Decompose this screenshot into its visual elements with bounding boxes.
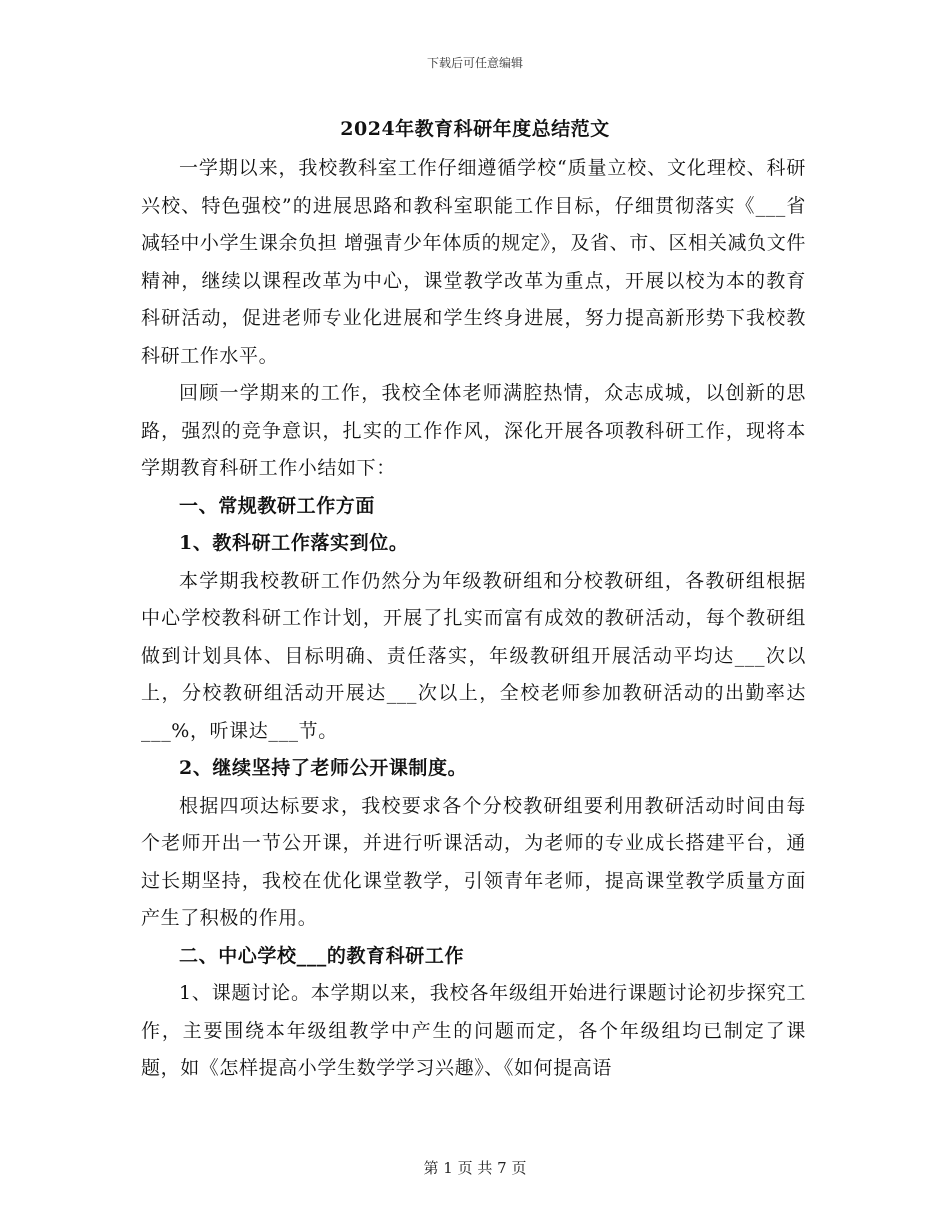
paragraph-review: 回顾一学期来的工作，我校全体老师满腔热情，众志成城，以创新的思路，强烈的竞争意识，扎实的工作作风，深化开展各项教科研工作，现将本学期教育科研工作小结如下：: [141, 382, 806, 479]
section-heading-routine-research: 一、常规教研工作方面: [179, 494, 376, 517]
paragraph-intro: 一学期以来，我校教科室工作仔细遵循学校“质量立校、文化理校、科研兴校、特色强校”的进展思路和教科室职能工作目标，仔细贯彻落实《___省减轻中小学生课余负担 增强青少年体质的规定》，及省、市、区相关减负文件精神，继续以课程改革为中心，课堂教学改革为重点，开展以校为本的教育科研活动，促进老师专业化进展和学生终身进展，努力提高新形势下我校教科研工作水平。: [141, 157, 806, 367]
page-number: 第 1 页 共 7 页: [423, 1159, 527, 1177]
section-heading-central-school: 二、中心学校___的教育科研工作: [179, 944, 465, 967]
subheading-open-class: 2、继续坚持了老师公开课制度。: [179, 757, 468, 779]
paragraph-research-groups: 本学期我校教研工作仍然分为年级教研组和分校教研组，各教研组根据中心学校教科研工作计划，开展了扎实而富有成效的教研活动，每个教研组做到计划具体、目标明确、责任落实，年级教研组开展活动平均达___次以上，分校教研组活动开展达___次以上，全校老师参加教研活动的出勤率达___%，听课达___节。: [141, 569, 806, 742]
paragraph-topic-discussion: 1、课题讨论。本学期以来，我校各年级组开始进行课题讨论初步探究工作，主要围绕本年级组教学中产生的问题而定，各个年级组均已制定了课题，如《怎样提高小学生数学学习兴趣》、《如何提高语: [141, 982, 806, 1079]
paragraph-open-class: 根据四项达标要求，我校要求各个分校教研组要利用教研活动时间由每个老师开出一节公开课，并进行听课活动，为老师的专业成长搭建平台，通过长期坚持，我校在优化课堂教学，引领青年老师，提高课堂教学质量方面产生了积极的作用。: [141, 794, 806, 929]
subheading-implementation: 1、教科研工作落实到位。: [179, 532, 409, 554]
document-title: 2024年教育科研年度总结范文: [340, 118, 610, 140]
document-body: [141, 150, 806, 1088]
page-header-note: 下载后可任意编辑: [426, 56, 523, 70]
